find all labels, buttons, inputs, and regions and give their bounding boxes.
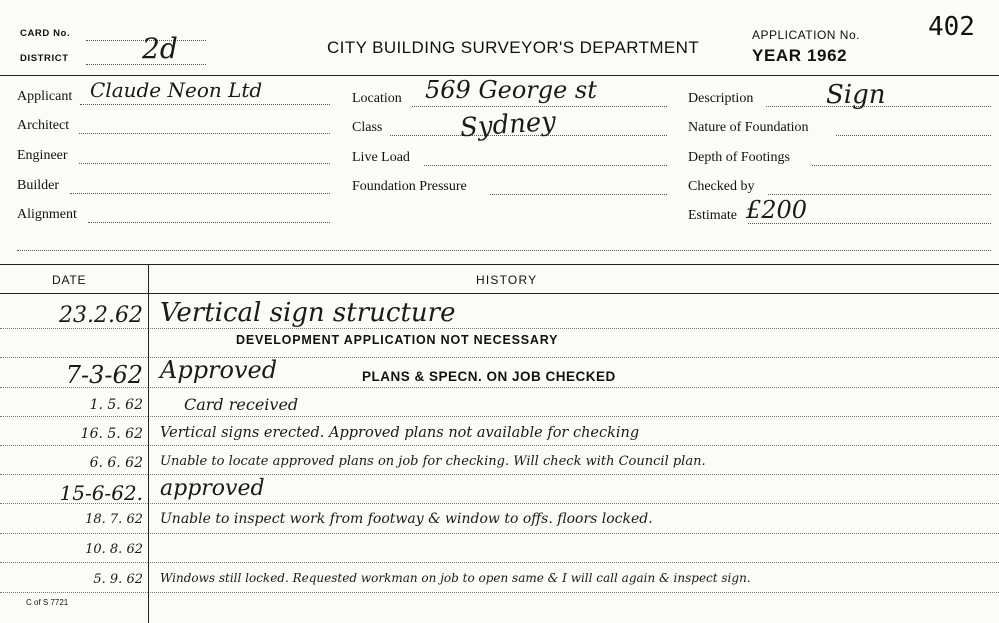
application-no-label: APPLICATION No. [752,28,860,42]
foundation-pressure-line [490,194,667,195]
history-rule [150,592,999,593]
checked-by-line [768,194,991,195]
date-rule [0,474,148,475]
history-date: 6. 6. 62 [89,455,143,471]
history-date: 5. 9. 62 [93,572,143,587]
history-entry: Vertical sign structure [160,298,456,328]
estimate-label: Estimate [688,208,737,223]
history-date: 18. 7. 62 [85,512,143,527]
history-date: 23.2.62 [59,303,143,328]
history-entry: Approved [160,356,278,384]
history-entry: Vertical signs erected. Approved plans not available for checking [160,425,640,441]
class-label: Class [352,120,383,135]
date-rule [0,328,148,329]
card-no-label: CARD No. [20,28,71,39]
history-rule [150,416,999,417]
date-rule [0,445,148,446]
district-value: 2d [142,32,178,65]
history-rule [150,503,999,504]
history-rule [150,562,999,563]
engineer-line [79,163,330,164]
location-value: 569 George st [425,76,597,104]
checked-by-label: Checked by [688,179,755,194]
district-label: DISTRICT [20,53,69,64]
live-load-line [424,165,667,166]
date-rule [0,416,148,417]
description-label: Description [688,91,754,106]
date-rule [0,357,148,358]
history-entry: Unable to inspect work from footway & window to offs. floors locked. [160,511,653,527]
history-date: 7-3-62 [65,361,143,389]
history-entry: Unable to locate approved plans on job for checking. Will check with Council plan. [160,454,706,469]
alignment-label: Alignment [17,207,77,222]
applicant-label: Applicant [17,89,73,104]
estimate-value: £200 [746,196,808,224]
applicant-line [80,104,330,105]
depth-of-footings-label: Depth of Footings [688,150,790,165]
alignment-line [88,222,330,223]
applicant-value: Claude Neon Ltd [90,78,263,102]
builder-line [70,193,330,194]
history-rule [150,328,999,329]
location-label: Location [352,91,402,106]
history-stamp: PLANS & SPECN. ON JOB CHECKED [362,369,616,384]
description-value: Sign [826,80,886,110]
date-column-header: DATE [52,273,87,287]
fields-bottom-line [17,250,991,251]
depth-of-footings-line [812,165,991,166]
table-top-border [0,264,999,265]
history-stamp: DEVELOPMENT APPLICATION NOT NECESSARY [236,333,559,347]
history-entry: Windows still locked. Requested workman on job to open same & I will call again & inspect sign. [160,571,751,585]
department-title: CITY BUILDING SURVEYOR'S DEPARTMENT [327,38,700,57]
history-rule [150,445,999,446]
date-column-divider [148,264,149,623]
class-value: Sydney [459,106,557,144]
architect-line [79,133,330,134]
date-rule [0,592,148,593]
history-entry: approved [160,476,265,501]
history-rule [150,387,999,388]
history-date: 1. 5. 62 [89,397,143,413]
nature-of-foundation-label: Nature of Foundation [688,120,809,135]
live-load-label: Live Load [352,150,410,165]
builder-label: Builder [17,178,59,193]
table-header-border [0,293,999,294]
history-column-header: HISTORY [476,273,538,287]
foundation-pressure-label: Foundation Pressure [352,179,467,194]
architect-label: Architect [17,118,70,133]
year-label: YEAR 1962 [752,46,848,65]
history-date: 15-6-62. [59,481,143,505]
application-no-value: 402 [928,12,975,42]
date-rule [0,533,148,534]
date-rule [0,562,148,563]
nature-of-foundation-line [836,135,991,136]
history-entry: Card received [184,395,299,414]
history-date: 16. 5. 62 [80,426,143,442]
history-rule [150,474,999,475]
history-rule [150,357,999,358]
history-rule [150,533,999,534]
history-date: 10. 8. 62 [85,542,143,557]
engineer-label: Engineer [17,148,68,163]
form-code: C of S 7721 [26,598,69,607]
